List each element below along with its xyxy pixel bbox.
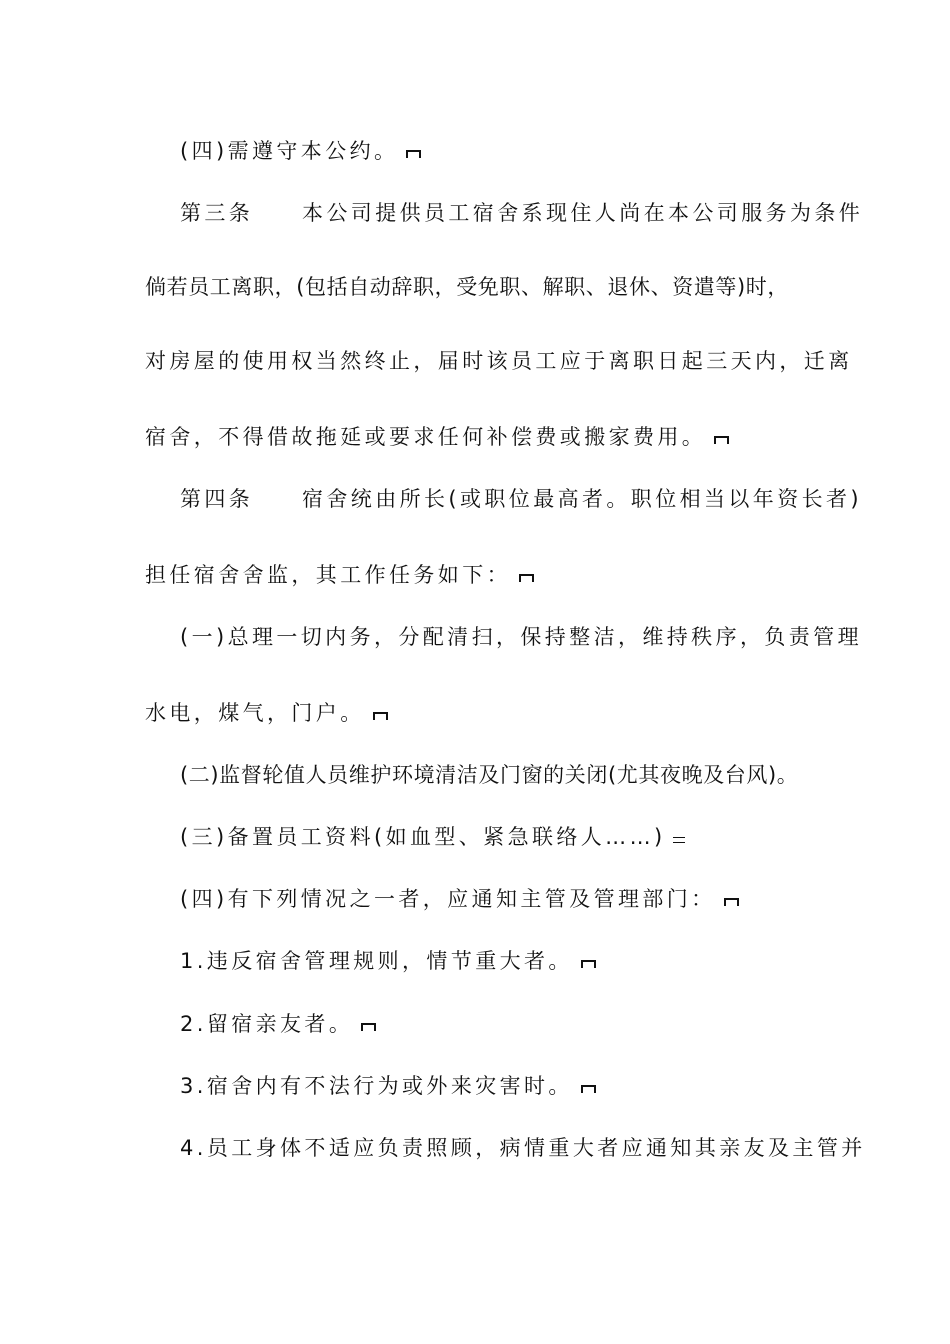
line-text: (三)备置员工资料(如血型、紧急联络人……): [180, 825, 666, 849]
line-text: 2.留宿亲友者。: [180, 1012, 354, 1036]
text-line-1: [180, 137, 422, 165]
line-text: (四)需遵守本公约。: [180, 139, 399, 163]
paragraph-mark-icon: [579, 956, 597, 970]
paragraph-mark-icon: [371, 708, 389, 722]
paragraph-mark-icon: [404, 146, 422, 160]
line-text: 第三条 本公司提供员工宿舍系现住人尚在本公司服务为条件: [180, 201, 864, 225]
line-text: 倘若员工离职，(包括自动辞职，受免职、解职、退休、资遣等)时，: [145, 275, 789, 299]
line-text: 宿舍，不得借故拖延或要求任何补偿费或搬家费用。: [145, 425, 707, 449]
text-line-14: [180, 1010, 377, 1038]
line-text: 水电，煤气，门户。: [145, 701, 365, 725]
text-line-7: [145, 561, 535, 589]
text-line-2: [180, 199, 863, 227]
line-text: (二)监督轮值人员维护环境清洁及门窗的关闭(尤其夜晚及台风)。: [180, 763, 799, 787]
text-line-3: [145, 273, 789, 301]
paragraph-mark-icon: [579, 1081, 597, 1095]
line-text: 担任宿舍舍监，其工作任务如下：: [145, 563, 511, 587]
text-line-9: [145, 699, 389, 727]
text-line-15: [180, 1072, 597, 1100]
text-line-6: [180, 485, 862, 513]
line-text: 1.违反宿舍管理规则，情节重大者。: [180, 949, 573, 973]
paragraph-mark-icon: [359, 1019, 377, 1033]
line-text: 第四条 宿舍统由所长(或职位最高者。职位相当以年资长者): [180, 487, 862, 511]
paragraph-mark-icon: [722, 894, 740, 908]
text-line-5: [145, 423, 730, 451]
text-line-12: [180, 885, 740, 913]
paragraph-mark-icon: [517, 570, 535, 584]
text-line-8: [180, 623, 862, 651]
line-text: (一)总理一切内务，分配清扫，保持整洁，维持秩序，负责管理: [180, 625, 862, 649]
text-line-10: [180, 761, 798, 789]
text-line-16: [180, 1134, 866, 1162]
line-text: (四)有下列情况之一者，应通知主管及管理部门：: [180, 887, 716, 911]
text-line-11: [180, 823, 686, 851]
paragraph-mark-icon: [712, 432, 730, 446]
text-line-4: [145, 347, 853, 375]
text-line-13: [180, 947, 597, 975]
line-text: 4.员工身体不适应负责照顾，病情重大者应通知其亲友及主管并: [180, 1136, 866, 1160]
line-text: 对房屋的使用权当然终止，届时该员工应于离职日起三天内，迁离: [145, 349, 853, 373]
line-text: 3.宿舍内有不法行为或外来灾害时。: [180, 1074, 573, 1098]
equals-mark-icon: [672, 832, 686, 846]
